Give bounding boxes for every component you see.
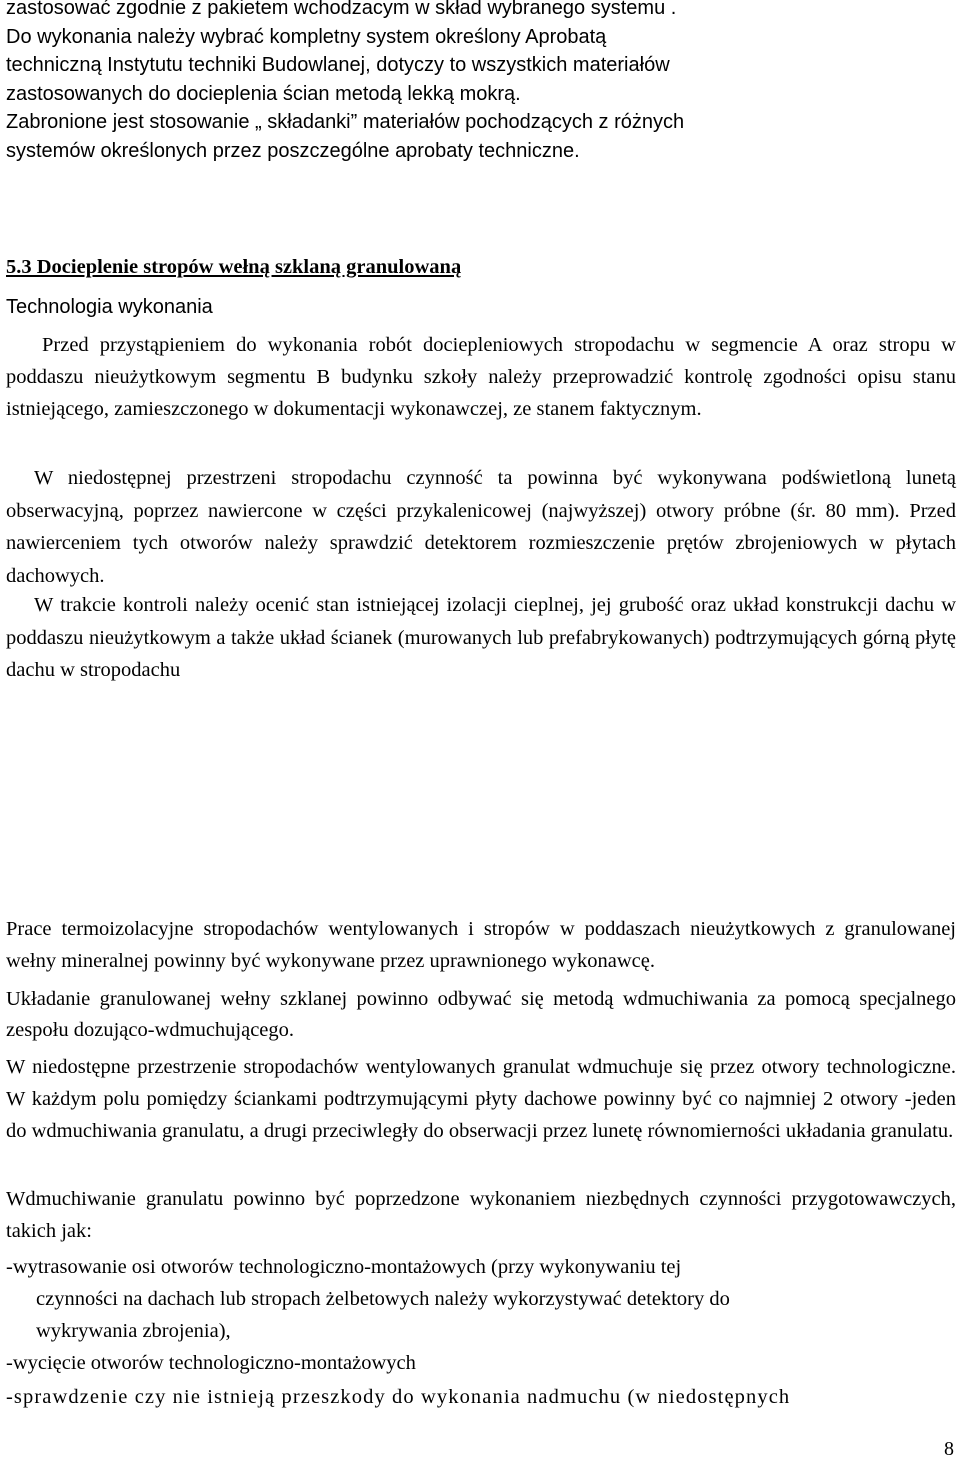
paragraph-inspection: Przed przystąpieniem do wykonania robót dociepleniowych stropodachu w segmencie A oraz stropu w poddaszu nieużytkowym segmentu B budynku szkoły należy przeprowadzić kontrolę zgodności opisu stanu istniejącego, zamieszczonego w dokumentacji wykonawczej, ze stanem faktycznym.	[6, 334, 956, 420]
intro-line: zastosowanych do docieplenia ścian metodą lekką mokrą.	[6, 82, 521, 105]
paragraph-laying: Układanie granulowanej wełny szklanej powinno odbywać się metodą wdmuchiwania za pomocą specjalnego zespołu dozująco-wdmuchującego.	[6, 988, 956, 1041]
paragraph-thermal-work: Prace termoizolacyjne stropodachów wentylowanych i stropów w poddaszach nieużytkowych z granulowanej wełny mineralnej powinny być wykonywane przez uprawnionego wykonawcę.	[6, 918, 956, 972]
list-item: -wycięcie otworów technologiczno-montażowych	[6, 1352, 416, 1374]
intro-line: systemów określonych przez poszczególne aprobaty techniczne.	[6, 139, 580, 162]
paragraph-insulation-check: W trakcie kontroli należy ocenić stan istniejącej izolacji cieplnej, jej grubość oraz układ konstrukcji dachu w poddaszu nieużytkowym a także układ ścianek (murowanych lub prefabrykowanych) podtrzymujących górną płytę dachu w stropodachu	[6, 594, 956, 681]
intro-line: techniczną Instytutu techniki Budowlanej, dotyczy to wszystkich materiałów	[6, 54, 670, 76]
list-item: -wytrasowanie osi otworów technologiczno-montażowych (przy wykonywaniu tej	[6, 1256, 682, 1278]
list-item-continuation: czynności na dachach lub stropach żelbetowych należy wykorzystywać detektory do	[36, 1288, 730, 1310]
intro-text	[6, 0, 956, 165]
preparation-list	[6, 1251, 956, 1413]
paragraph-blowing: W niedostępne przestrzenie stropodachów wentylowanych granulat wdmuchuje się przez otwory technologiczne. W każdym polu pomiędzy ściankami podtrzymującymi płyty dachowe powinny być co najmniej 2 otwory -jeden do wdmuchiwania granulatu, a drugi przeciwległy do obserwacji przez lunetę równomierności układania granulatu.	[6, 1056, 956, 1142]
paragraph-roof-space: W niedostępnej przestrzeni stropodachu czynność ta powinna być wykonywana podświetloną lunetą obserwacyjną, poprzez nawiercone w części przykalenicowej (najwyższej) otwory próbne (śr. 80 mm). Przed nawierceniem tych otworów należy sprawdzić detektorem rozmieszczenie prętów zbrojeniowych w płytach dachowych.	[6, 467, 956, 587]
page-number: 8	[944, 1438, 954, 1460]
section-heading: 5.3 Docieplenie stropów wełną szklaną granulowaną	[6, 256, 462, 278]
intro-line: zastosować zgodnie z pakietem wchodzacym w skład wybranego systemu .	[6, 0, 677, 19]
paragraph-preparation: Wdmuchiwanie granulatu powinno być poprzedzone wykonaniem niezbędnych czynności przygotowawczych, takich jak:	[6, 1188, 956, 1242]
intro-line: Zabronione jest stosowanie „ składanki” materiałów pochodzących z różnych	[6, 111, 685, 133]
section-subheading: Technologia wykonania	[6, 296, 213, 318]
list-item: -sprawdzenie czy nie istnieją przeszkody do wykonania nadmuchu (w niedostępnych	[6, 1386, 791, 1408]
list-item-continuation: wykrywania zbrojenia),	[36, 1320, 231, 1342]
intro-line: Do wykonania należy wybrać kompletny system określony Aprobatą	[6, 25, 607, 48]
